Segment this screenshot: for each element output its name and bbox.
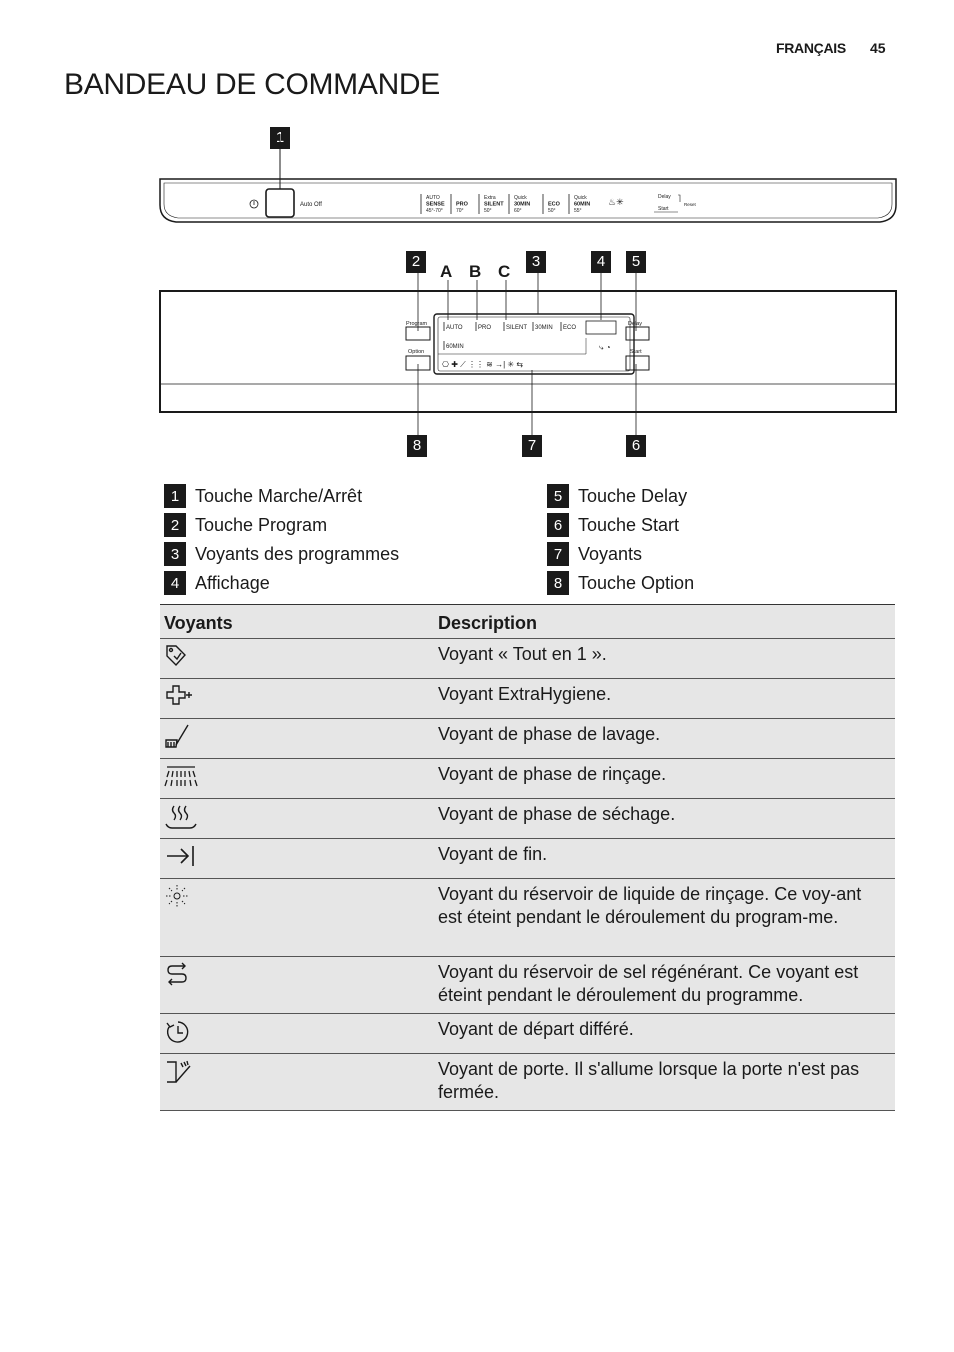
legend-label: Touche Marche/Arrêt <box>195 485 363 506</box>
header-language: FRANÇAIS <box>776 40 846 56</box>
program-label: Extra <box>484 195 496 201</box>
table-row <box>160 679 895 719</box>
top-panel-outline <box>160 179 896 222</box>
all-in-one-icon <box>164 643 188 669</box>
delay-start-icon <box>164 1018 192 1046</box>
legend-num: 5 <box>547 484 569 508</box>
detail-start-label: Start <box>630 349 642 355</box>
svg-text:⎔ ✚ ⟋ ⋮⋮ ≋ →| ✳: ⎔ ✚ ⟋ ⋮⋮ ≋ →| ✳ ⇆ <box>442 360 524 369</box>
legend-label: Voyants <box>578 543 643 564</box>
delay-button <box>626 327 649 340</box>
row-description: Voyant « Tout en 1 ». <box>434 639 895 679</box>
display-program-label: 30MIN <box>535 325 553 331</box>
program-label: Quick <box>514 195 527 201</box>
table-row <box>160 879 895 957</box>
program-label: 50° <box>548 208 556 214</box>
legend-item-3 <box>164 542 399 566</box>
program-label: 70° <box>456 208 464 214</box>
callout-3: 3 <box>526 251 546 273</box>
extrahygiene-icon <box>164 683 194 709</box>
program-label: 45°-70° <box>426 208 443 214</box>
table-row <box>160 957 895 1014</box>
program-label: ECO <box>548 201 560 208</box>
row-description: Voyant ExtraHygiene. <box>434 679 895 719</box>
power-button <box>266 189 294 217</box>
legend-num: 6 <box>547 513 569 537</box>
program-label: SENSE <box>426 201 445 208</box>
table-row <box>160 799 895 839</box>
detail-option-label: Option <box>408 349 425 355</box>
program-label: 55° <box>574 208 582 214</box>
program-label: Quick <box>574 195 587 201</box>
table-row <box>160 1014 895 1054</box>
legend-item-7 <box>547 542 642 566</box>
row-description: Voyant du réservoir de sel régénérant. Ce voyant est éteint pendant le déroulement du programme. <box>434 957 895 1014</box>
callout-6: 6 <box>626 435 646 457</box>
letter-a: A <box>440 262 453 281</box>
display-program-label: PRO <box>478 325 492 331</box>
salt-icon <box>164 961 190 989</box>
svg-text:⤷ ◔: ⤷ ◔ <box>599 343 611 352</box>
rinse-phase-icon <box>164 763 198 791</box>
legend-label: Touche Option <box>578 572 695 593</box>
callout-4: 4 <box>591 251 611 273</box>
control-panel-diagram <box>150 120 910 460</box>
top-start-label: Start <box>658 206 669 212</box>
detail-delay-label: Delay <box>628 321 643 327</box>
display-program-60min: 60MIN <box>446 344 464 350</box>
rinse-aid-icon <box>164 883 190 909</box>
drying-phase-icon <box>164 803 198 831</box>
row-description: Voyant de phase de lavage. <box>434 719 895 759</box>
callout-8: 8 <box>407 435 427 457</box>
letter-b: B <box>469 262 482 281</box>
legend-item-6 <box>547 513 679 537</box>
display-program-label: ECO <box>563 325 577 331</box>
callout-2: 2 <box>406 251 426 273</box>
legend-num: 4 <box>164 571 186 595</box>
indicators-table <box>160 604 895 1111</box>
program-label: 50° <box>484 208 492 214</box>
legend-item-8 <box>547 571 694 595</box>
callout-1: 1 <box>270 127 290 149</box>
row-description: Voyant du réservoir de liquide de rinçage. Ce voy-ant est éteint pendant le déroulement du program-me. <box>434 879 895 957</box>
letter-c: C <box>498 262 511 281</box>
start-button <box>626 356 649 370</box>
row-description: Voyant de phase de séchage. <box>434 799 895 839</box>
legend-label: Touche Start <box>578 514 680 535</box>
program-label: 60MIN <box>574 201 591 208</box>
header-voyants: Voyants <box>160 605 434 639</box>
table-row <box>160 639 895 679</box>
row-description: Voyant de fin. <box>434 839 895 879</box>
program-label: 60° <box>514 208 522 214</box>
legend-num: 3 <box>164 542 186 566</box>
legend-num: 1 <box>164 484 186 508</box>
legend-label: Touche Delay <box>578 485 688 506</box>
wash-phase-icon <box>164 723 190 751</box>
legend-item-5 <box>547 484 687 508</box>
drying-symbol-icon: ♨✳ <box>608 197 624 207</box>
page-title: BANDEAU DE COMMANDE <box>64 68 441 101</box>
row-description: Voyant de phase de rinçage. <box>434 759 895 799</box>
callout-5: 5 <box>626 251 646 273</box>
detail-program-label: Program <box>406 321 428 327</box>
legend-item-1 <box>164 484 362 508</box>
program-label: 30MIN <box>514 201 531 208</box>
door-icon <box>164 1058 194 1086</box>
legend-item-4 <box>164 571 270 595</box>
top-reset-label: Reset <box>684 202 696 207</box>
display-program-label: SILENT <box>506 325 528 331</box>
table-row <box>160 839 895 879</box>
legend-label: Affichage <box>195 572 270 593</box>
legend-item-2 <box>164 513 327 537</box>
auto-off-label: Auto Off <box>300 202 322 208</box>
table-header-row <box>160 605 895 639</box>
legend-label: Touche Program <box>195 514 328 535</box>
program-label: SILENT <box>484 201 504 208</box>
legend-num: 7 <box>547 542 569 566</box>
detail-panel-outline <box>160 291 896 412</box>
legend-label: Voyants des programmes <box>195 543 400 564</box>
top-delay-label: Delay <box>658 194 671 200</box>
display-program-label: AUTO <box>446 325 463 331</box>
table-row <box>160 1054 895 1111</box>
legend-num: 8 <box>547 571 569 595</box>
program-label: AUTO <box>426 195 440 201</box>
end-icon <box>164 843 196 869</box>
row-description: Voyant de départ différé. <box>434 1014 895 1054</box>
row-description: Voyant de porte. Il s'allume lorsque la porte n'est pas fermée. <box>434 1054 895 1111</box>
header-description: Description <box>434 605 895 639</box>
legend-num: 2 <box>164 513 186 537</box>
callout-7: 7 <box>522 435 542 457</box>
program-label: PRO <box>456 201 468 208</box>
table-row <box>160 719 895 759</box>
table-row <box>160 759 895 799</box>
header-page-number: 45 <box>870 40 886 56</box>
